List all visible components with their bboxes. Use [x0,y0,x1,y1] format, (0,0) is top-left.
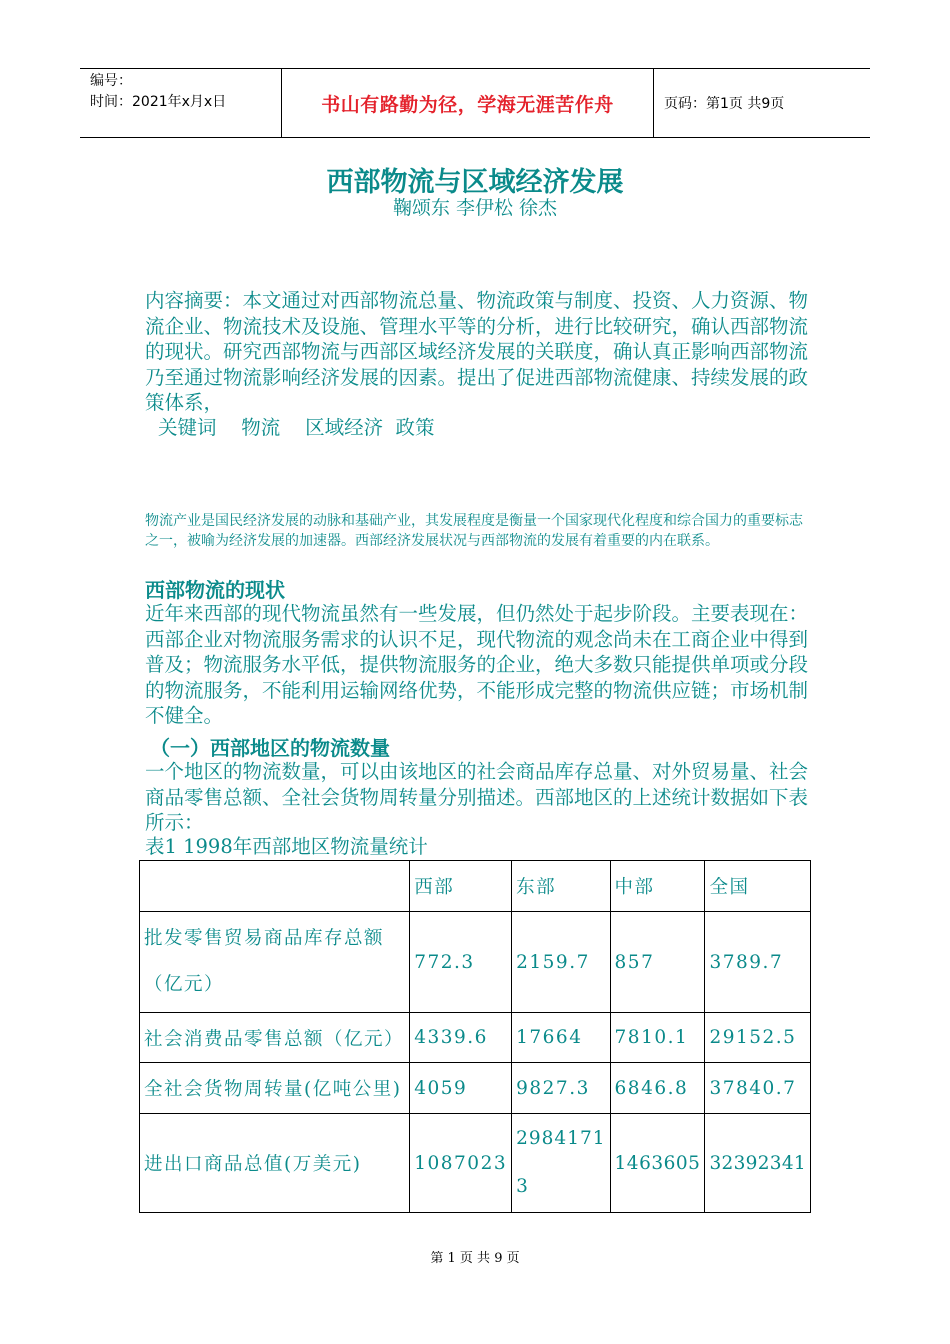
row-label: 全社会货物周转量(亿吨公里) [140,1063,410,1114]
table-cell: 32392341 [705,1114,811,1213]
table-header-cell: 东部 [512,861,610,912]
motto: 书山有路勤为径，学海无涯苦作舟 [282,69,654,137]
table-cell: 17664 [512,1013,610,1063]
table-row [140,1013,811,1063]
keywords: 关键词 物流 区域经济 政策 [158,416,435,439]
table-cell: 29152.5 [705,1013,811,1063]
table-cell: 772.3 [410,912,512,1013]
table-cell: 9827.3 [512,1063,610,1114]
table-cell: 7810.1 [610,1013,705,1063]
table-header-cell [140,861,410,912]
table-header-cell: 中部 [610,861,705,912]
row-label: 社会消费品零售总额（亿元） [140,1013,410,1063]
number-label: 编号： [90,73,132,89]
row-label [140,912,410,1013]
table-cell: 6846.8 [610,1063,705,1114]
document-title: 西部物流与区域经济发展 [326,167,624,198]
section-paragraph: 近年来西部的现代物流虽然有一些发展，但仍然处于起步阶段。主要表现在：西部企业对物流服务需求的认识不足，现代物流的观念尚未在工商企业中得到普及；物流服务水平低，提供物流服务的企业，绝大多数只能提供单项或分段的物流服务，不能利用运输网络优势，不能形成完整的物流供应链；市场机制不健全。 [145,602,809,727]
section-heading: 西部物流的现状 [145,578,285,602]
page-info: 页码：第1页 共9页 [664,96,785,112]
table-cell: 4059 [410,1063,512,1114]
table-header-row [140,861,811,912]
row-label-line: （亿元） [144,974,225,995]
cell-line: 2984171 [516,1128,606,1149]
cell-line: 3 [516,1176,529,1197]
table-cell: 1087023 [410,1114,512,1213]
page-footer: 第 1 页 共 9 页 [430,1251,520,1266]
table-header-cell: 全国 [705,861,811,912]
table-caption: 表1 1998年西部地区物流量统计 [145,835,428,858]
table-row [140,1063,811,1114]
row-label-line: 批发零售贸易商品库存总额 [144,928,385,949]
logistics-table [139,860,811,1213]
table-cell: 2159.7 [512,912,610,1013]
header-table [80,68,870,138]
table-cell: 1463605 [610,1114,705,1213]
table-row [140,912,811,1013]
table-cell: 3789.7 [705,912,811,1013]
table-header-cell: 西部 [410,861,512,912]
table-cell: 37840.7 [705,1063,811,1114]
table-cell: 857 [610,912,705,1013]
intro-paragraph: 物流产业是国民经济发展的动脉和基础产业，其发展程度是衡量一个国家现代化程度和综合国力的重要标志之一，被喻为经济发展的加速器。西部经济发展状况与西部物流的发展有着重要的内在联系。 [145,513,803,549]
table-cell: 4339.6 [410,1013,512,1063]
row-label: 进出口商品总值(万美元) [140,1114,410,1213]
table-row [140,1114,811,1213]
subsection-paragraph: 一个地区的物流数量，可以由该地区的社会商品库存总量、对外贸易量、社会商品零售总额、全社会货物周转量分别描述。西部地区的上述统计数据如下表所示： [145,760,809,834]
authors: 鞠颂东 李伊松 徐杰 [392,197,558,219]
subsection-heading: （一）西部地区的物流数量 [150,736,390,760]
table-cell [512,1114,610,1213]
date-label: 时间：2021年x月x日 [90,94,227,110]
abstract: 内容摘要：本文通过对西部物流总量、物流政策与制度、投资、人力资源、物流企业、物流技术及设施、管理水平等的分析，进行比较研究，确认西部物流的现状。研究西部物流与西部区域经济发展的关联度，确认真正影响西部物流乃至通过物流影响经济发展的因素。提出了促进西部物流健康、持续发展的政策体系， [145,289,809,414]
header-left-cell [80,69,282,137]
